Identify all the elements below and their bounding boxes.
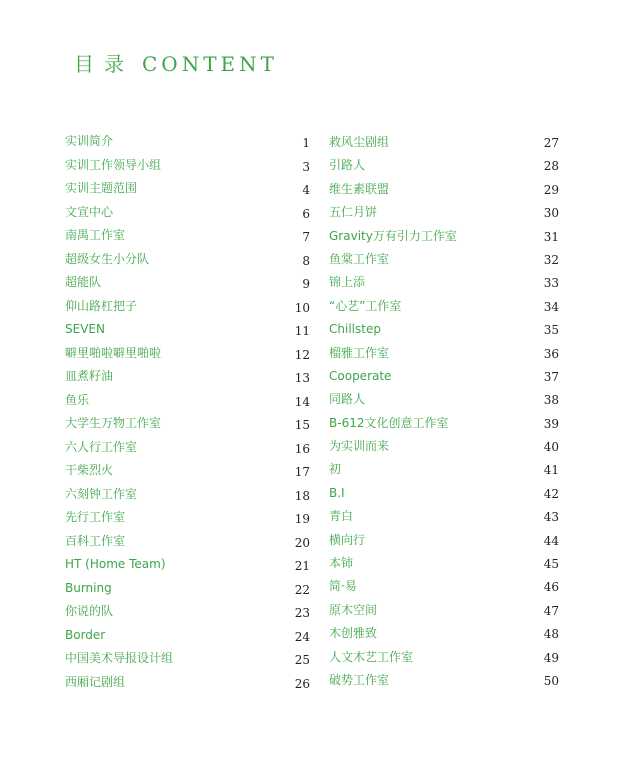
toc-right-column	[329, 131, 559, 692]
toc-entry-page-number: 36	[543, 346, 559, 361]
toc-entry-title: 为实训而来	[329, 439, 390, 454]
toc-entry[interactable]	[329, 435, 559, 458]
toc-entry-page-number: 30	[543, 206, 559, 221]
toc-entry[interactable]	[329, 482, 559, 505]
toc-entry-page-number: 41	[543, 463, 559, 478]
toc-entry-title: Burning	[65, 580, 112, 595]
toc-entry[interactable]	[65, 177, 310, 201]
toc-entry[interactable]	[329, 505, 559, 528]
toc-entry[interactable]	[329, 412, 559, 435]
toc-entry-title: 实训工作领导小组	[65, 157, 162, 172]
toc-entry[interactable]	[65, 483, 310, 507]
toc-entry-title: 西厢记剧组	[65, 674, 126, 689]
toc-entry-page-number: 38	[543, 393, 559, 408]
toc-entry-title: 原木空间	[329, 602, 378, 617]
toc-entry-title: 鱼乐	[65, 392, 90, 407]
toc-entry-title: 大学生万物工作室	[65, 416, 162, 430]
toc-entry-page-number: 15	[294, 418, 310, 432]
toc-entry-title: 中国美术导报设计组	[65, 651, 174, 665]
toc-entry-page-number: 25	[294, 653, 310, 667]
toc-entry-title: 皿煮籽油	[65, 369, 114, 383]
toc-entry-title: 仰山路杠把子	[65, 298, 138, 313]
toc-entry-page-number: 40	[543, 440, 559, 455]
toc-entry-title: 先行工作室	[65, 510, 126, 524]
toc-entry-title: Chillstep	[329, 322, 381, 337]
toc-entry-page-number: 29	[543, 182, 559, 197]
toc-entry[interactable]	[329, 646, 559, 669]
toc-entry[interactable]	[65, 553, 310, 577]
toc-entry-title: B.I	[329, 485, 345, 500]
toc-left-column	[65, 130, 310, 694]
toc-entry-title: 青白	[329, 509, 354, 524]
toc-entry-page-number: 31	[543, 229, 559, 244]
toc-entry-page-number: 17	[294, 465, 310, 479]
toc-entry[interactable]	[329, 575, 559, 598]
toc-entry-page-number: 26	[294, 676, 310, 691]
toc-entry[interactable]	[65, 365, 310, 389]
toc-entry-page-number: 50	[543, 673, 559, 688]
toc-entry-title: 超能队	[65, 275, 102, 289]
toc-entry[interactable]	[329, 178, 559, 201]
toc-entry-title: 救风尘剧组	[329, 135, 390, 149]
toc-entry-title: 噼里啪啦噼里啪啦	[65, 345, 162, 360]
toc-entry[interactable]	[329, 365, 559, 388]
title-english: CONTENT	[142, 52, 278, 76]
toc-entry-page-number: 37	[543, 369, 559, 384]
toc-entry[interactable]	[329, 622, 559, 645]
toc-entry-page-number: 23	[294, 606, 310, 620]
toc-entry-title: 人文木艺工作室	[329, 649, 414, 664]
toc-entry-page-number: 46	[543, 580, 559, 595]
toc-entry-title: 锦上添	[329, 275, 366, 290]
toc-entry[interactable]	[65, 154, 310, 178]
toc-entry[interactable]	[65, 201, 310, 225]
toc-entry-page-number: 16	[294, 441, 310, 456]
toc-entry-page-number: 24	[294, 629, 310, 644]
toc-entry-title: 百科工作室	[65, 533, 126, 548]
toc-entry-title: 维生素联盟	[329, 181, 390, 196]
toc-entry-title: 鱼棠工作室	[329, 251, 390, 266]
toc-entry[interactable]	[329, 342, 559, 365]
toc-entry-page-number: 44	[543, 533, 559, 548]
toc-entry-page-number: 12	[294, 347, 310, 362]
toc-entry[interactable]	[65, 318, 310, 342]
toc-entry[interactable]	[65, 624, 310, 648]
toc-entry-page-number: 10	[294, 300, 310, 315]
toc-entry-page-number: 32	[543, 252, 559, 267]
toc-entry-title: 南禺工作室	[65, 228, 126, 242]
toc-entry[interactable]	[65, 506, 310, 530]
toc-entry-title: 初	[329, 462, 342, 477]
page-title	[74, 50, 278, 78]
toc-entry[interactable]	[65, 224, 310, 248]
toc-entry-title: HT (Home Team)	[65, 557, 166, 571]
toc-entry[interactable]	[65, 130, 310, 154]
toc-entry[interactable]	[65, 671, 310, 695]
toc-entry[interactable]	[65, 271, 310, 295]
title-chinese: 目录	[74, 52, 134, 76]
toc-entry-page-number: 27	[543, 136, 559, 150]
toc-entry[interactable]	[329, 458, 559, 481]
toc-entry-title: 六人行工作室	[65, 439, 138, 454]
toc-entry-title: Border	[65, 627, 106, 642]
toc-entry[interactable]	[329, 295, 559, 318]
toc-entry[interactable]	[65, 389, 310, 413]
toc-entry-page-number: 48	[543, 627, 559, 642]
toc-entry[interactable]	[65, 342, 310, 366]
toc-entry-title: SEVEN	[65, 322, 105, 336]
toc-entry-page-number: 7	[302, 230, 310, 244]
toc-entry[interactable]	[65, 530, 310, 554]
toc-entry[interactable]	[329, 599, 559, 622]
toc-entry-page-number: 21	[294, 559, 310, 573]
toc-entry-title: 破势工作室	[329, 672, 390, 687]
toc-entry-page-number: 18	[294, 488, 310, 503]
toc-entry[interactable]	[329, 131, 559, 154]
toc-entry-page-number: 43	[543, 510, 559, 525]
toc-entry-title: 你说的队	[65, 604, 114, 618]
toc-entry[interactable]	[329, 318, 559, 341]
toc-entry-page-number: 42	[543, 486, 559, 501]
toc-entry[interactable]	[329, 271, 559, 294]
toc-entry[interactable]	[329, 529, 559, 552]
toc-entry-page-number: 3	[302, 159, 310, 174]
toc-entry-page-number: 4	[302, 183, 310, 197]
toc-entry-page-number: 39	[543, 416, 559, 431]
toc-entry-title: 实训主题范围	[65, 181, 138, 195]
toc-entry[interactable]	[329, 552, 559, 575]
toc-entry-page-number: 9	[302, 277, 310, 291]
toc-entry[interactable]	[65, 412, 310, 436]
toc-entry[interactable]	[329, 201, 559, 224]
toc-entry[interactable]	[65, 459, 310, 483]
toc-entry-page-number: 14	[294, 394, 310, 409]
toc-entry[interactable]	[65, 436, 310, 460]
toc-entry-title: 榴雅工作室	[329, 345, 390, 360]
toc-entry[interactable]	[329, 225, 559, 248]
toc-entry-page-number: 45	[543, 557, 559, 572]
toc-entry[interactable]	[329, 248, 559, 271]
toc-entry-page-number: 20	[294, 535, 310, 550]
toc-entry-title: 实训简介	[65, 134, 114, 148]
toc-entry-title: 简·易	[329, 579, 357, 594]
toc-entry-page-number: 35	[543, 323, 559, 338]
toc-entry-title: 木创雅致	[329, 626, 378, 641]
toc-entry[interactable]	[65, 647, 310, 671]
toc-entry-page-number: 28	[543, 159, 559, 174]
toc-entry-page-number: 19	[294, 512, 310, 526]
toc-entry-title: 超级女生小分队	[65, 251, 150, 266]
toc-entry-page-number: 49	[543, 650, 559, 665]
toc-entry[interactable]	[65, 577, 310, 601]
toc-entry-title: 引路人	[329, 158, 366, 173]
toc-entry[interactable]	[329, 154, 559, 177]
toc-entry[interactable]	[329, 669, 559, 692]
toc-entry-page-number: 22	[294, 582, 310, 597]
toc-entry[interactable]	[65, 600, 310, 624]
toc-entry-title: “心艺”工作室	[329, 298, 402, 313]
toc-entry[interactable]	[329, 388, 559, 411]
toc-entry-title: 文宣中心	[65, 204, 114, 219]
toc-entry-page-number: 1	[302, 136, 310, 150]
toc-entry-title: Cooperate	[329, 368, 392, 383]
toc-entry-page-number: 47	[543, 603, 559, 618]
toc-entry-title: 横向行	[329, 532, 366, 547]
toc-entry[interactable]	[65, 248, 310, 272]
toc-entry-title: 六刻钟工作室	[65, 486, 138, 501]
toc-entry-title: Gravity万有引力工作室	[329, 228, 457, 243]
toc-entry-page-number: 8	[302, 253, 310, 268]
toc-entry-title: 本铈	[329, 556, 354, 571]
toc-entry-page-number: 13	[294, 371, 310, 385]
toc-entry[interactable]	[65, 295, 310, 319]
toc-entry-title: 五仁月饼	[329, 205, 378, 220]
toc-entry-title: B-612文化创意工作室	[329, 415, 449, 430]
toc-entry-page-number: 6	[302, 206, 310, 221]
toc-entry-page-number: 34	[543, 299, 559, 314]
toc-entry-page-number: 11	[294, 324, 310, 338]
toc-entry-title: 干柴烈火	[65, 463, 114, 477]
toc-entry-title: 同路人	[329, 392, 366, 407]
toc-entry-page-number: 33	[543, 276, 559, 291]
